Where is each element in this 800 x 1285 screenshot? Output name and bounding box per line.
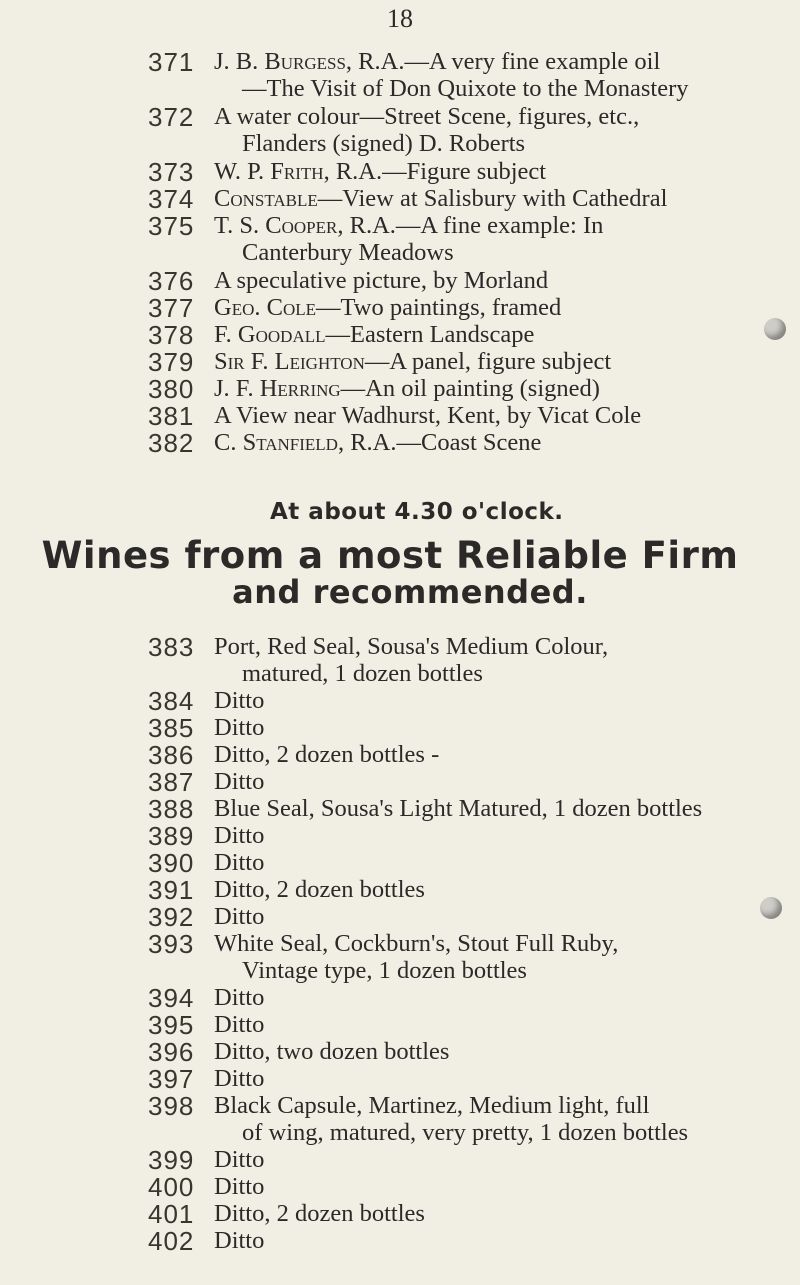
lot-number: 379 — [148, 347, 195, 377]
lot-description — [214, 103, 774, 157]
lot-number: 396 — [148, 1037, 195, 1067]
lot-number: 397 — [148, 1064, 195, 1094]
lot-description: J. F. Herring—An oil painting (signed) — [214, 375, 600, 402]
section-subheading: and recommended. — [232, 573, 588, 611]
lot-description: F. Goodall—Eastern Landscape — [214, 321, 535, 348]
binding-hole-mark — [760, 897, 782, 919]
lot-description: C. Stanfield, R.A.—Coast Scene — [214, 429, 542, 456]
lot-description: Sir F. Leighton—A panel, figure subject — [214, 348, 612, 375]
lot-line: Vintage type, 1 dozen bottles — [242, 957, 527, 984]
lot-description — [214, 212, 774, 266]
artist-name: J. B. Burgess — [214, 48, 346, 75]
lot-line: Flanders (signed) D. Roberts — [242, 130, 526, 157]
page-number: 18 — [387, 4, 413, 33]
lot-number: 386 — [148, 740, 195, 770]
lot-line: A water colour—Street Scene, figures, etc., — [214, 103, 640, 130]
lot-number: 400 — [148, 1172, 195, 1202]
lot-line: —The Visit of Don Quixote to the Monastery — [242, 75, 689, 102]
lot-number: 389 — [148, 821, 195, 851]
lot-number: 380 — [148, 374, 195, 404]
lot-description: Ditto — [214, 903, 265, 930]
lot-number: 378 — [148, 320, 195, 350]
lot-description: Ditto, 2 dozen bottles — [214, 876, 425, 903]
lot-description: Ditto — [214, 687, 265, 714]
section-heading: Wines from a most Reliable Firm — [41, 534, 739, 577]
lot-description: A speculative picture, by Morland — [214, 267, 549, 294]
lot-description: Blue Seal, Sousa's Light Matured, 1 dozen bottles — [214, 795, 703, 822]
lot-line: J. B. Burgess, R.A.—A very fine example oil — [214, 48, 661, 75]
artist-name: W. P. Frith — [214, 158, 324, 185]
lot-description: Ditto, 2 dozen bottles — [214, 1200, 425, 1227]
lot-number: 393 — [148, 929, 195, 959]
artist-name: Geo. Cole — [214, 294, 316, 321]
artist-name: C. Stanfield — [214, 429, 338, 456]
lot-number: 376 — [148, 266, 195, 296]
lot-description: Ditto — [214, 849, 265, 876]
lot-number: 384 — [148, 686, 195, 716]
lot-number: 398 — [148, 1091, 195, 1121]
lot-number: 373 — [148, 157, 195, 187]
lot-description: Ditto — [214, 822, 265, 849]
lot-line: T. S. Cooper, R.A.—A fine example: In — [214, 212, 604, 239]
lot-number: 394 — [148, 983, 195, 1013]
artist-name: Sir F. Leighton — [214, 348, 365, 375]
lot-description — [214, 633, 774, 687]
lot-number: 387 — [148, 767, 195, 797]
lot-number: 391 — [148, 875, 195, 905]
artist-name: Constable — [214, 185, 318, 212]
lot-description — [214, 48, 774, 102]
lot-number: 399 — [148, 1145, 195, 1175]
lot-description: Ditto, 2 dozen bottles - — [214, 741, 440, 768]
binding-hole-mark — [764, 318, 786, 340]
lot-description: Ditto — [214, 768, 265, 795]
lot-number: 383 — [148, 632, 195, 662]
lot-description: Ditto — [214, 1065, 265, 1092]
lot-number: 375 — [148, 211, 195, 241]
lot-number: 390 — [148, 848, 195, 878]
artist-name: J. F. Herring — [214, 375, 341, 402]
lot-line: White Seal, Cockburn's, Stout Full Ruby, — [214, 930, 619, 957]
lot-line: Black Capsule, Martinez, Medium light, full — [214, 1092, 650, 1119]
lot-number: 371 — [148, 47, 195, 77]
lot-line: Canterbury Meadows — [242, 239, 454, 266]
lot-description: Ditto — [214, 1227, 265, 1254]
lot-number: 372 — [148, 102, 195, 132]
lot-number: 388 — [148, 794, 195, 824]
lot-description: W. P. Frith, R.A.—Figure subject — [214, 158, 547, 185]
lot-number: 401 — [148, 1199, 195, 1229]
lot-description: Geo. Cole—Two paintings, framed — [214, 294, 562, 321]
lot-description: Ditto — [214, 1146, 265, 1173]
lot-description: Ditto — [214, 1173, 265, 1200]
lot-description — [214, 1092, 774, 1146]
lot-line: matured, 1 dozen bottles — [242, 660, 483, 687]
lot-number: 395 — [148, 1010, 195, 1040]
lot-description: Constable—View at Salisbury with Cathedral — [214, 185, 668, 212]
artist-name: T. S. Cooper — [214, 212, 338, 239]
lot-description: Ditto — [214, 984, 265, 1011]
lot-number: 385 — [148, 713, 195, 743]
lot-description: Ditto — [214, 1011, 265, 1038]
lot-number: 377 — [148, 293, 195, 323]
lot-number: 374 — [148, 184, 195, 214]
lot-description: Ditto, two dozen bottles — [214, 1038, 450, 1065]
lot-number: 392 — [148, 902, 195, 932]
lot-description — [214, 930, 774, 984]
lot-description: Ditto — [214, 714, 265, 741]
lot-number: 382 — [148, 428, 195, 458]
lot-description: A View near Wadhurst, Kent, by Vicat Cole — [214, 402, 642, 429]
lot-number: 381 — [148, 401, 195, 431]
lot-line: Port, Red Seal, Sousa's Medium Colour, — [214, 633, 609, 660]
sale-time: At about 4.30 o'clock. — [270, 499, 564, 525]
artist-name: F. Goodall — [214, 321, 326, 348]
lot-line: of wing, matured, very pretty, 1 dozen bottles — [242, 1119, 689, 1146]
lot-number: 402 — [148, 1226, 195, 1256]
